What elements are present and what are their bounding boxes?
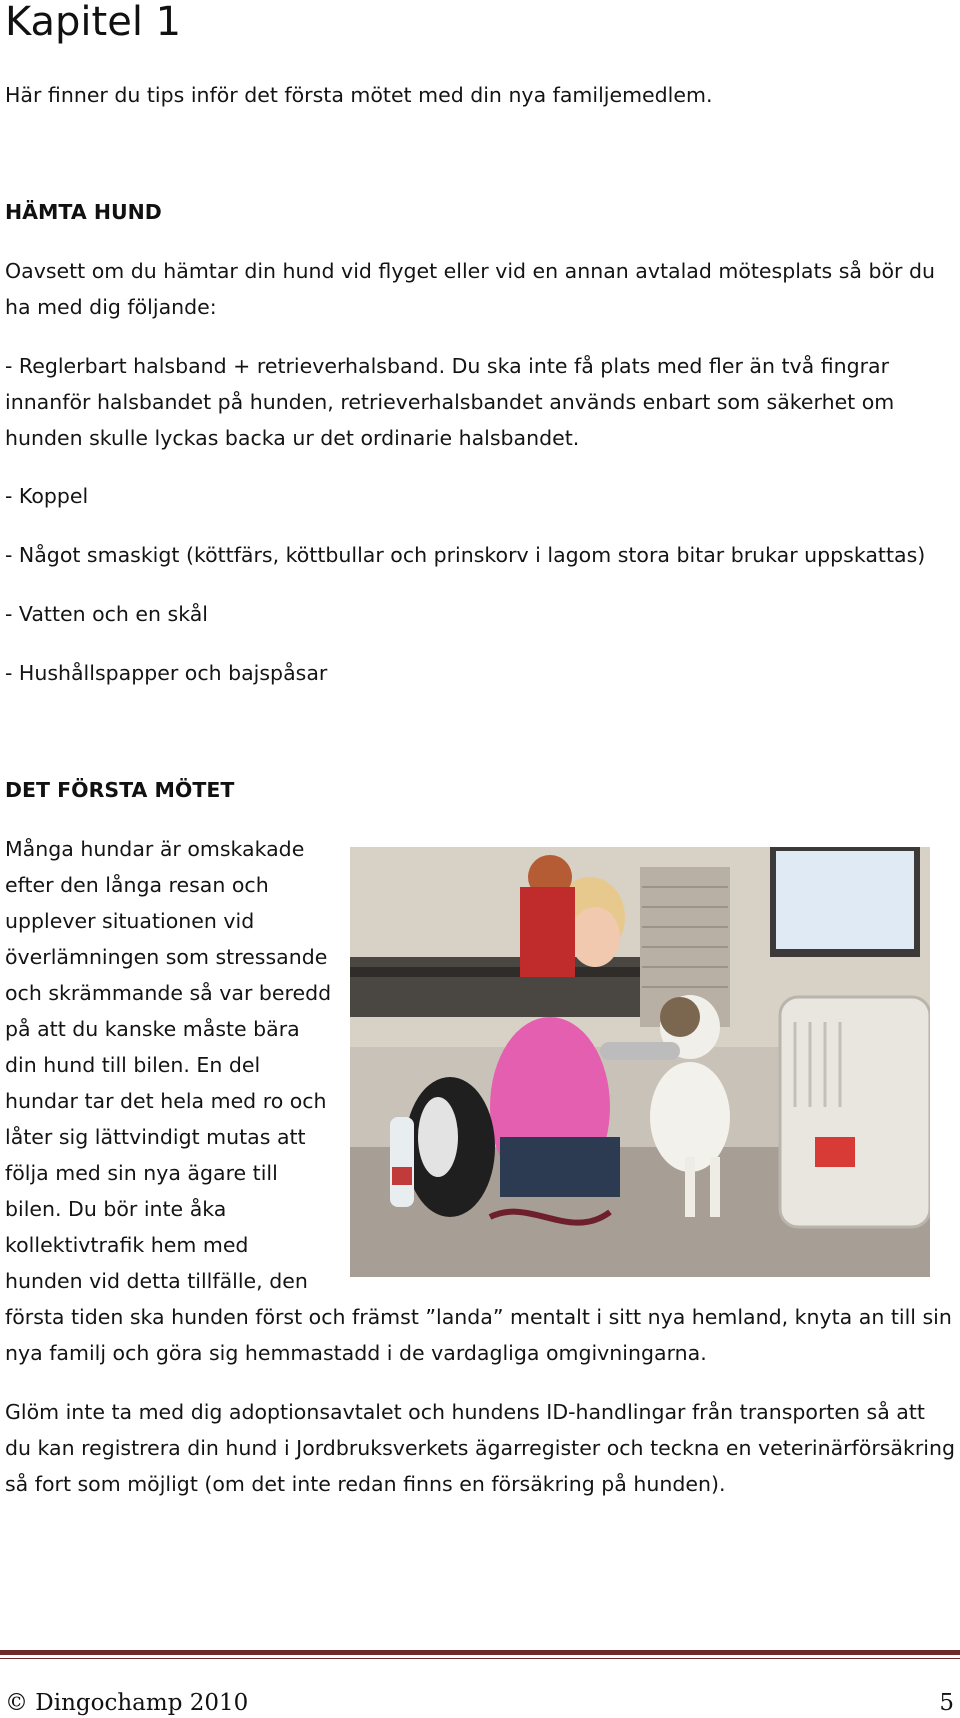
section1-lead-paragraph: Oavsett om du hämtar din hund vid flyget eller vid en annan avtalad mötesplats så bör du ha med dig följande:: [5, 259, 935, 319]
list-item-smaskigt: - Något smaskigt (köttfärs, köttbullar och prinskorv i lagom stora bitar brukar uppskattas): [5, 543, 926, 567]
footer-divider-thin: [0, 1658, 960, 1659]
wrapped-text-line: och skrämmande så var beredd: [5, 981, 332, 1005]
wrapped-text-line: följa med sin nya ägare till: [5, 1161, 278, 1185]
section-heading-hamta-hund: HÄMTA HUND: [5, 200, 162, 224]
list-item-koppel: - Koppel: [5, 484, 89, 508]
list-item-halsband: - Reglerbart halsband + retrieverhalsband. Du ska inte få plats med fler än två fingrar innanför halsbandet på hunden, retrieverhalsbandet används enbart som säkerhet om hunden skulle lyckas backa ur det ordinarie halsbandet.: [5, 354, 895, 450]
continuation-paragraph: första tiden ska hunden först och främst ”landa” mentalt i sitt nya hemland, knyta an till sin nya familj och göra sig hemmastadd i de vardagliga omgivningarna.: [5, 1305, 952, 1365]
wrapped-text-line: upplever situationen vid: [5, 909, 255, 933]
photo-woman-greeting-dog: [350, 847, 930, 1277]
list-item-vatten: - Vatten och en skål: [5, 602, 208, 626]
wrapped-text-line: din hund till bilen. En del: [5, 1053, 261, 1077]
wrapped-text-line: överlämningen som stressande: [5, 945, 328, 969]
section-heading-det-forsta-motet: DET FÖRSTA MÖTET: [5, 778, 235, 802]
wrapped-text-line: hundar tar det hela med ro och: [5, 1089, 327, 1113]
wrapped-text-line: hunden vid detta tillfälle, den: [5, 1269, 308, 1293]
footer-page-number: 5: [939, 1690, 954, 1716]
wrapped-text-line: låter sig lättvindigt mutas att: [5, 1125, 306, 1149]
footer-divider-thick: [0, 1650, 960, 1655]
photo-woman-greeting-dog-at-airport-icon: [350, 847, 930, 1277]
wrapped-text-line: kollektivtrafik hem med: [5, 1233, 249, 1257]
intro-paragraph: Här finner du tips inför det första mötet med din nya familjemedlem.: [5, 83, 713, 107]
list-item-hushallspapper: - Hushållspapper och bajspåsar: [5, 661, 328, 685]
page-title: Kapitel 1: [5, 0, 182, 45]
wrapped-text-line: på att du kanske måste bära: [5, 1017, 300, 1041]
wrapped-text-line: Många hundar är omskakade: [5, 837, 305, 861]
footer-copyright: © Dingochamp 2010: [5, 1690, 249, 1716]
wrapped-text-line: efter den långa resan och: [5, 873, 269, 897]
closing-paragraph: Glöm inte ta med dig adoptionsavtalet och hundens ID-handlingar från transporten så att du kan registrera din hund i Jordbruksverkets ägarregister och teckna en veterinärförsäkring så fort som möjligt (om det inte redan finns en försäkring på hunden).: [5, 1400, 955, 1496]
wrapped-text-line: bilen. Du bör inte åka: [5, 1197, 227, 1221]
